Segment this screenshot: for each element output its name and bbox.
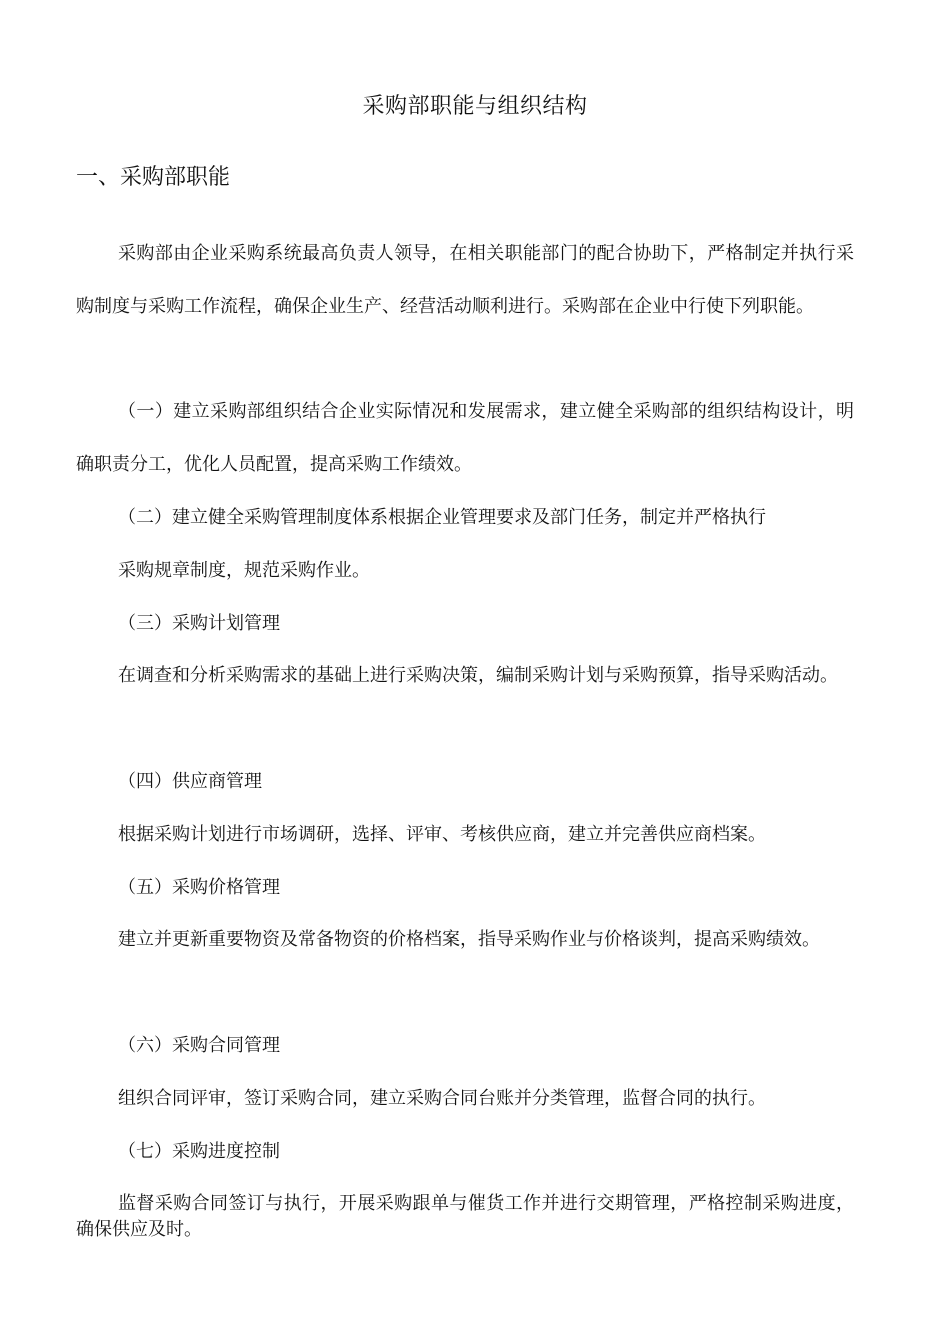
item6-heading: （六）采购合同管理 bbox=[118, 1035, 280, 1056]
document-title: 采购部职能与组织结构 bbox=[362, 94, 588, 119]
item5-heading: （五）采购价格管理 bbox=[118, 877, 280, 898]
item4-body: 根据采购计划进行市场调研，选择、评审、考核供应商，建立并完善供应商档案。 bbox=[118, 824, 766, 845]
intro-paragraph: 采购部由企业采购系统最高负责人领导，在相关职能部门的配合协助下，严格制定并执行采购制度与采购工作流程，确保企业生产、经营活动顺利进行。采购部在企业中行使下列职能。 bbox=[76, 243, 854, 317]
item2-paragraph-line1: （二）建立健全采购管理制度体系根据企业管理要求及部门任务，制定并严格执行 bbox=[118, 507, 766, 528]
item6-body: 组织合同评审，签订采购合同，建立采购合同台账并分类管理，监督合同的执行。 bbox=[118, 1088, 766, 1109]
item4-heading: （四）供应商管理 bbox=[118, 771, 262, 792]
item3-heading: （三）采购计划管理 bbox=[118, 613, 280, 634]
item2-paragraph-line2: 采购规章制度，规范采购作业。 bbox=[118, 560, 370, 581]
item5-body: 建立并更新重要物资及常备物资的价格档案，指导采购作业与价格谈判，提高采购绩效。 bbox=[118, 929, 820, 950]
item7-body: 监督采购合同签订与执行，开展采购跟单与催货工作并进行交期管理，严格控制采购进度，确保供应及时。 bbox=[76, 1193, 854, 1240]
section-heading: 一、采购部职能 bbox=[76, 165, 231, 190]
item1-paragraph: （一）建立采购部组织结合企业实际情况和发展需求，建立健全采购部的组织结构设计，明确职责分工，优化人员配置，提高采购工作绩效。 bbox=[76, 401, 854, 475]
item3-body: 在调查和分析采购需求的基础上进行采购决策，编制采购计划与采购预算，指导采购活动。 bbox=[118, 665, 838, 686]
item7-heading: （七）采购进度控制 bbox=[118, 1141, 280, 1162]
